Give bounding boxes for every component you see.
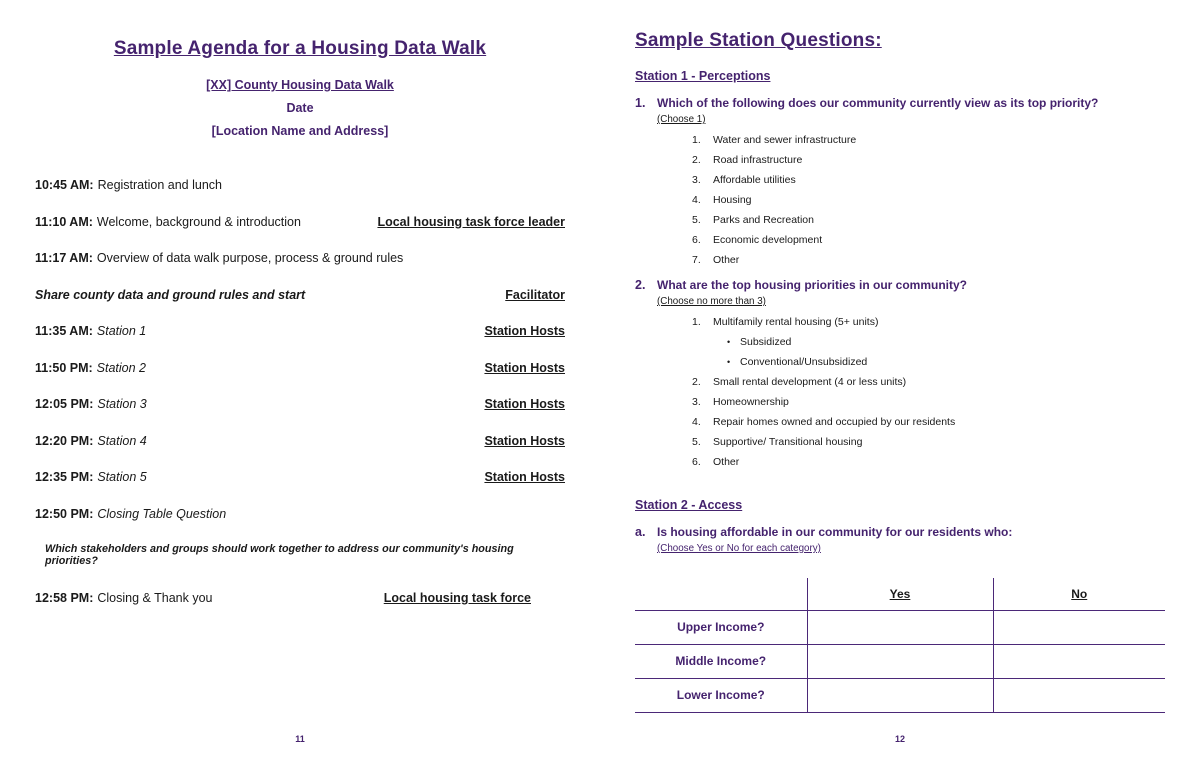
option-item: [692, 214, 1165, 226]
question-a: [635, 525, 1165, 539]
agenda-text: Station 5: [97, 470, 147, 484]
question-number: 1.: [635, 96, 646, 110]
table-header-blank: [635, 578, 807, 610]
page-number: 12: [894, 734, 905, 744]
page-12: [600, 0, 1200, 776]
choice-hint: (Choose 1): [657, 114, 706, 125]
closing-table-question: Which stakeholders and groups should work together to address our community's housing priorities?: [45, 543, 514, 567]
question-text: Which of the following does our community currently view as its top priority?: [657, 96, 1099, 110]
agenda-assignee: Station Hosts: [484, 433, 565, 448]
section-heading-station1: Station 1 - Perceptions: [635, 69, 771, 83]
agenda-assignee: Local housing task force leader: [377, 214, 565, 229]
option-item: [692, 376, 1165, 388]
option-item: [692, 134, 1165, 146]
option-number: 1.: [692, 316, 701, 328]
option-sub-item: [727, 356, 1165, 368]
agenda-row: [35, 434, 565, 448]
page-number: 11: [295, 734, 305, 744]
bullet-marker: •: [727, 337, 731, 347]
option-number: 7.: [692, 254, 701, 266]
agenda-text: Welcome, background & introduction: [96, 214, 301, 229]
option-item: [692, 174, 1165, 186]
agenda-row: [35, 361, 565, 375]
option-item: [692, 456, 1165, 468]
option-number: 6.: [692, 456, 701, 468]
question-text: What are the top housing priorities in our community?: [657, 278, 968, 292]
choice-hint: (Choose no more than 3): [657, 296, 766, 307]
agenda-text: Station 2: [96, 360, 147, 375]
option-text: Economic development: [713, 234, 823, 246]
option-item: [692, 416, 1165, 428]
agenda-text: Closing Table Question: [97, 506, 227, 521]
agenda-row: [35, 178, 565, 192]
subtitle-line: [Location Name and Address]: [211, 124, 389, 138]
option-item: [692, 234, 1165, 246]
agenda-time: 11:10 AM:: [35, 214, 93, 229]
option-item: [692, 436, 1165, 448]
table-header-yes: Yes: [807, 578, 993, 610]
agenda-text: Station 4: [97, 433, 147, 448]
option-item: [692, 396, 1165, 408]
row-label: Middle Income?: [635, 644, 807, 678]
access-table: [635, 578, 1165, 713]
agenda-time: 12:50 PM:: [35, 506, 94, 521]
subtitle-line: Date: [286, 101, 314, 115]
option-number: 2.: [692, 154, 701, 166]
option-list-q2: [692, 316, 1165, 468]
agenda-time: 10:45 AM:: [35, 178, 94, 192]
option-text: Parks and Recreation: [713, 214, 814, 226]
option-text: Supportive/ Transitional housing: [713, 436, 863, 448]
option-list-q1: [692, 134, 1165, 266]
question-text: Is housing affordable in our community for our residents who:: [657, 525, 1013, 539]
answer-cell-no: [993, 644, 1165, 678]
option-item: [692, 316, 1165, 328]
option-text: Repair homes owned and occupied by our residents: [713, 416, 956, 428]
agenda-list: [35, 178, 565, 605]
section-station2: [635, 498, 1165, 713]
agenda-assignee: Facilitator: [505, 287, 565, 302]
table-header-no: No: [993, 578, 1165, 610]
agenda-row: [35, 591, 565, 605]
option-number: 5.: [692, 436, 701, 448]
agenda-row: [35, 397, 565, 411]
agenda-assignee: Station Hosts: [484, 470, 565, 484]
option-text: Homeownership: [713, 396, 789, 408]
option-number: 4.: [692, 194, 701, 206]
agenda-time: 12:58 PM:: [35, 591, 94, 605]
agenda-row: [35, 324, 565, 338]
option-number: 3.: [692, 174, 701, 186]
section-heading-station2: Station 2 - Access: [635, 498, 743, 512]
question-number: 2.: [635, 278, 646, 292]
agenda-assignee: Station Hosts: [484, 360, 565, 375]
agenda-text: Station 3: [97, 397, 147, 411]
answer-cell-no: [993, 678, 1165, 712]
option-item: [692, 154, 1165, 166]
option-sub-item: [727, 336, 1165, 348]
agenda-time: 11:17 AM:: [35, 251, 93, 265]
option-number: 2.: [692, 376, 701, 388]
option-text: Conventional/Unsubsidized: [740, 356, 868, 368]
subtitle-line: [XX] County Housing Data Walk: [206, 78, 394, 92]
agenda-time: 11:50 PM:: [35, 360, 93, 375]
agenda-time: 12:05 PM:: [35, 397, 94, 411]
agenda-assignee: Station Hosts: [484, 397, 565, 411]
table-row: [635, 644, 1165, 678]
option-text: Multifamily rental housing (5+ units): [713, 316, 879, 328]
agenda-text: Closing & Thank you: [97, 591, 213, 605]
agenda-title: Sample Agenda for a Housing Data Walk: [113, 38, 487, 59]
option-number: 5.: [692, 214, 701, 226]
option-number: 3.: [692, 396, 701, 408]
option-text: Subsidized: [740, 336, 792, 348]
agenda-time: 12:35 PM:: [35, 470, 94, 484]
row-label: Lower Income?: [635, 678, 807, 712]
agenda-row: [35, 215, 565, 229]
option-text: Road infrastructure: [713, 154, 803, 166]
agenda-assignee: Station Hosts: [484, 324, 565, 338]
agenda-time: 12:20 PM:: [35, 433, 94, 448]
table-header-row: [635, 578, 1165, 610]
option-text: Other: [713, 456, 740, 468]
answer-cell-yes: [807, 610, 993, 644]
agenda-row: [35, 288, 565, 302]
option-text: Affordable utilities: [713, 174, 796, 186]
table-row: [635, 678, 1165, 712]
agenda-assignee: Local housing task force: [383, 591, 531, 605]
agenda-row: [35, 251, 565, 265]
table-row: [635, 610, 1165, 644]
question-1: [635, 96, 1165, 110]
option-number: 6.: [692, 234, 701, 246]
answer-cell-no: [993, 610, 1165, 644]
bullet-marker: •: [727, 357, 731, 367]
question-2: [635, 278, 1165, 292]
agenda-text: Registration and lunch: [97, 178, 222, 192]
agenda-text: Station 1: [96, 324, 147, 338]
row-label: Upper Income?: [635, 610, 807, 644]
option-item: [692, 194, 1165, 206]
option-number: 4.: [692, 416, 701, 428]
choice-hint: (Choose Yes or No for each category): [657, 543, 821, 554]
answer-cell-yes: [807, 644, 993, 678]
agenda-text: Share county data and ground rules and start: [35, 287, 306, 302]
option-item: [692, 254, 1165, 266]
agenda-row: [35, 507, 565, 521]
agenda-text: Overview of data walk purpose, process & ground rules: [96, 251, 404, 265]
option-text: Water and sewer infrastructure: [713, 134, 857, 146]
agenda-row: [35, 470, 565, 484]
option-text: Small rental development (4 or less units): [713, 376, 907, 388]
answer-cell-yes: [807, 678, 993, 712]
agenda-time: 11:35 AM:: [35, 324, 93, 338]
station-questions-title: Sample Station Questions:: [635, 30, 882, 51]
option-text: Other: [713, 254, 740, 266]
option-text: Housing: [713, 194, 752, 206]
question-number: a.: [635, 525, 646, 539]
option-number: 1.: [692, 134, 701, 146]
